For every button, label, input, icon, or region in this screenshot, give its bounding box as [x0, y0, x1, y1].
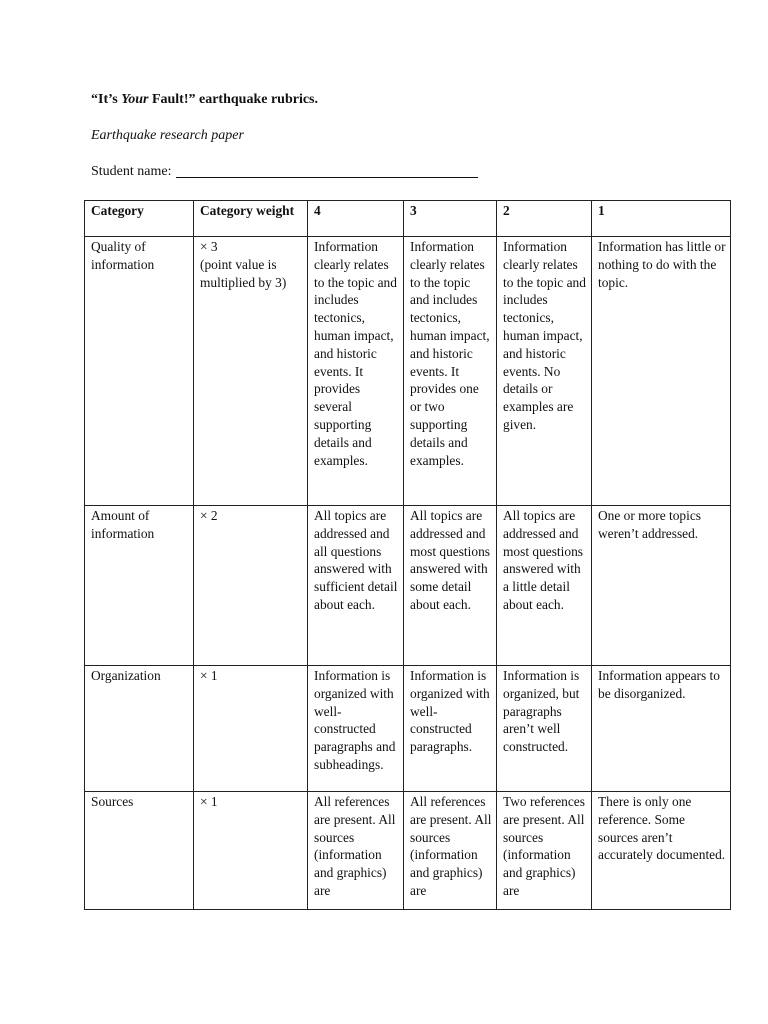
score-1-cell: Information appears to be disorganized.: [592, 666, 731, 792]
score-3-cell: Information is organized with well-constructed paragraphs.: [404, 666, 497, 792]
student-name-line: [91, 163, 478, 180]
score-2-cell: Information is organized, but paragraphs aren’t well constructed.: [497, 666, 592, 792]
score-4-cell: [308, 792, 404, 910]
header-score-4: 4: [308, 201, 404, 237]
header-category: Category: [85, 201, 194, 237]
weight-cell: × 1: [194, 666, 308, 792]
header-score-1: 1: [592, 201, 731, 237]
title-emphasis: Your: [121, 92, 149, 107]
student-name-blank[interactable]: [176, 163, 478, 178]
weight-cell: [194, 237, 308, 506]
score-2-text: Two references are present. All sources (information and graphics) are: [503, 794, 585, 898]
rubric-row-quality: [85, 237, 731, 506]
score-2-cell: Information clearly relates to the topic and includes tectonics, human impact, and historic events. No details or examples are given.: [497, 237, 592, 506]
student-name-label: Student name:: [91, 164, 172, 179]
rubric-row-sources: [85, 792, 731, 910]
document-title: “It’s Your Fault!” earthquake rubrics.: [91, 92, 318, 107]
score-3-cell: All topics are addressed and most questions answered with some detail about each.: [404, 506, 497, 666]
header-score-2: 2: [497, 201, 592, 237]
weight-cell: × 2: [194, 506, 308, 666]
rubric-row-organization: [85, 666, 731, 792]
header-score-3: 3: [404, 201, 497, 237]
document-subtitle: Earthquake research paper: [91, 128, 244, 143]
rubric-header-row: [85, 201, 731, 237]
score-2-cell: All topics are addressed and most questions answered with a little detail about each.: [497, 506, 592, 666]
score-3-text: All references are present. All sources (information and graphics) are: [410, 794, 492, 898]
category-cell: Quality of information: [85, 237, 194, 506]
score-3-cell: Information clearly relates to the topic and includes tectonics, human impact, and historic events. It provides one or two supporting details and examples.: [404, 237, 497, 506]
category-cell: Sources: [85, 792, 194, 910]
score-2-cell: [497, 792, 592, 910]
header-category-weight: Category weight: [194, 201, 308, 237]
category-cell: Organization: [85, 666, 194, 792]
rubric-table: [84, 200, 731, 910]
score-1-cell: Information has little or nothing to do with the topic.: [592, 237, 731, 506]
score-4-text: All references are present. All sources (information and graphics) are: [314, 794, 396, 898]
weight-cell: × 1: [194, 792, 308, 910]
score-4-cell: Information is organized with well-constructed paragraphs and subheadings.: [308, 666, 404, 792]
score-1-text: There is only one reference. Some sources aren’t accurately documented.: [598, 794, 726, 863]
score-1-cell: [592, 792, 731, 910]
rubric-row-amount: [85, 506, 731, 666]
category-cell: Amount of information: [85, 506, 194, 666]
score-3-cell: [404, 792, 497, 910]
score-4-cell: Information clearly relates to the topic and includes tectonics, human impact, and historic events. It provides several supporting details and examples.: [308, 237, 404, 506]
weight-text: × 3 (point value is multiplied by 3): [200, 239, 287, 290]
score-1-cell: One or more topics weren’t addressed.: [592, 506, 731, 666]
score-4-cell: All topics are addressed and all questions answered with sufficient detail about each.: [308, 506, 404, 666]
